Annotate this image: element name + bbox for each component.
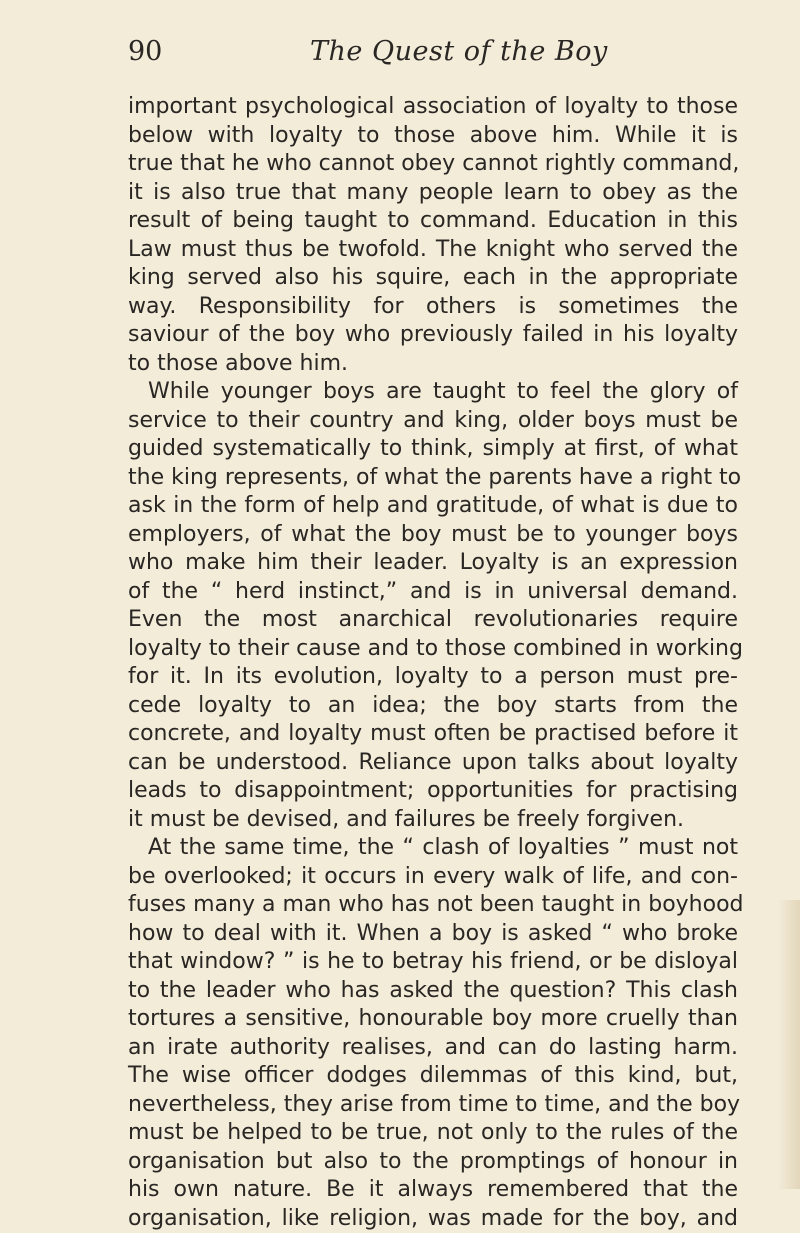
- running-title: The Quest of the Boy: [310, 32, 608, 72]
- text-line: loyalty to their cause and to those combined in working: [128, 635, 738, 664]
- text-line: how to deal with it. When a boy is asked “ who broke: [128, 920, 738, 949]
- text-line: it must be devised, and failures be freely forgiven.: [128, 806, 738, 835]
- text-line: Even the most anarchical revolutionaries require: [128, 606, 738, 635]
- text-line: At the same time, the “ clash of loyalties ” must not: [128, 834, 738, 863]
- text-line: While younger boys are taught to feel the glory of: [128, 378, 738, 407]
- text-line: to those above him.: [128, 350, 738, 379]
- text-line: leads to disappointment; opportunities for practising: [128, 777, 738, 806]
- page-number: 90: [128, 32, 162, 72]
- text-line: tortures a sensitive, honourable boy more cruelly than: [128, 1005, 738, 1034]
- text-line: must be helped to be true, not only to the rules of the: [128, 1119, 738, 1148]
- text-line: true that he who cannot obey cannot rightly command,: [128, 150, 738, 179]
- text-line: result of being taught to command. Education in this: [128, 207, 738, 236]
- text-line: service to their country and king, older boys must be: [128, 407, 738, 436]
- text-line: cede loyalty to an idea; the boy starts from the: [128, 692, 738, 721]
- text-line: to the leader who has asked the question? This clash: [128, 977, 738, 1006]
- text-line: saviour of the boy who previously failed in his loyalty: [128, 321, 738, 350]
- text-line: it is also true that many people learn to obey as the: [128, 179, 738, 208]
- text-line: can be understood. Reliance upon talks about loyalty: [128, 749, 738, 778]
- text-line: employers, of what the boy must be to younger boys: [128, 521, 738, 550]
- text-line: ask in the form of help and gratitude, of what is due to: [128, 492, 738, 521]
- text-line: way. Responsibility for others is sometimes the: [128, 293, 738, 322]
- text-line: nevertheless, they arise from time to time, and the boy: [128, 1091, 738, 1120]
- text-line: fuses many a man who has not been taught in boyhood: [128, 891, 738, 920]
- text-line: be overlooked; it occurs in every walk of life, and con-: [128, 863, 738, 892]
- text-line: below with loyalty to those above him. While it is: [128, 122, 738, 151]
- text-line: his own nature. Be it always remembered that the: [128, 1176, 738, 1205]
- text-line: king served also his squire, each in the appropriate: [128, 264, 738, 293]
- text-line: for it. In its evolution, loyalty to a person must pre-: [128, 663, 738, 692]
- text-line: an irate authority realises, and can do lasting harm.: [128, 1034, 738, 1063]
- text-line: who make him their leader. Loyalty is an expression: [128, 549, 738, 578]
- body-text: [128, 93, 738, 1233]
- text-line: Law must thus be twofold. The knight who served the: [128, 236, 738, 265]
- text-line: concrete, and loyalty must often be practised before it: [128, 720, 738, 749]
- page-edge-stain: [778, 900, 800, 1189]
- text-line: of the “ herd instinct,” and is in universal demand.: [128, 578, 738, 607]
- text-line: guided systematically to think, simply at first, of what: [128, 435, 738, 464]
- text-line: the king represents, of what the parents have a right to: [128, 464, 738, 493]
- running-header: [128, 32, 728, 72]
- text-line: The wise officer dodges dilemmas of this kind, but,: [128, 1062, 738, 1091]
- text-line: organisation, like religion, was made for the boy, and: [128, 1205, 738, 1233]
- text-line: organisation but also to the promptings of honour in: [128, 1148, 738, 1177]
- text-line: that window? ” is he to betray his friend, or be disloyal: [128, 948, 738, 977]
- text-line: important psychological association of loyalty to those: [128, 93, 738, 122]
